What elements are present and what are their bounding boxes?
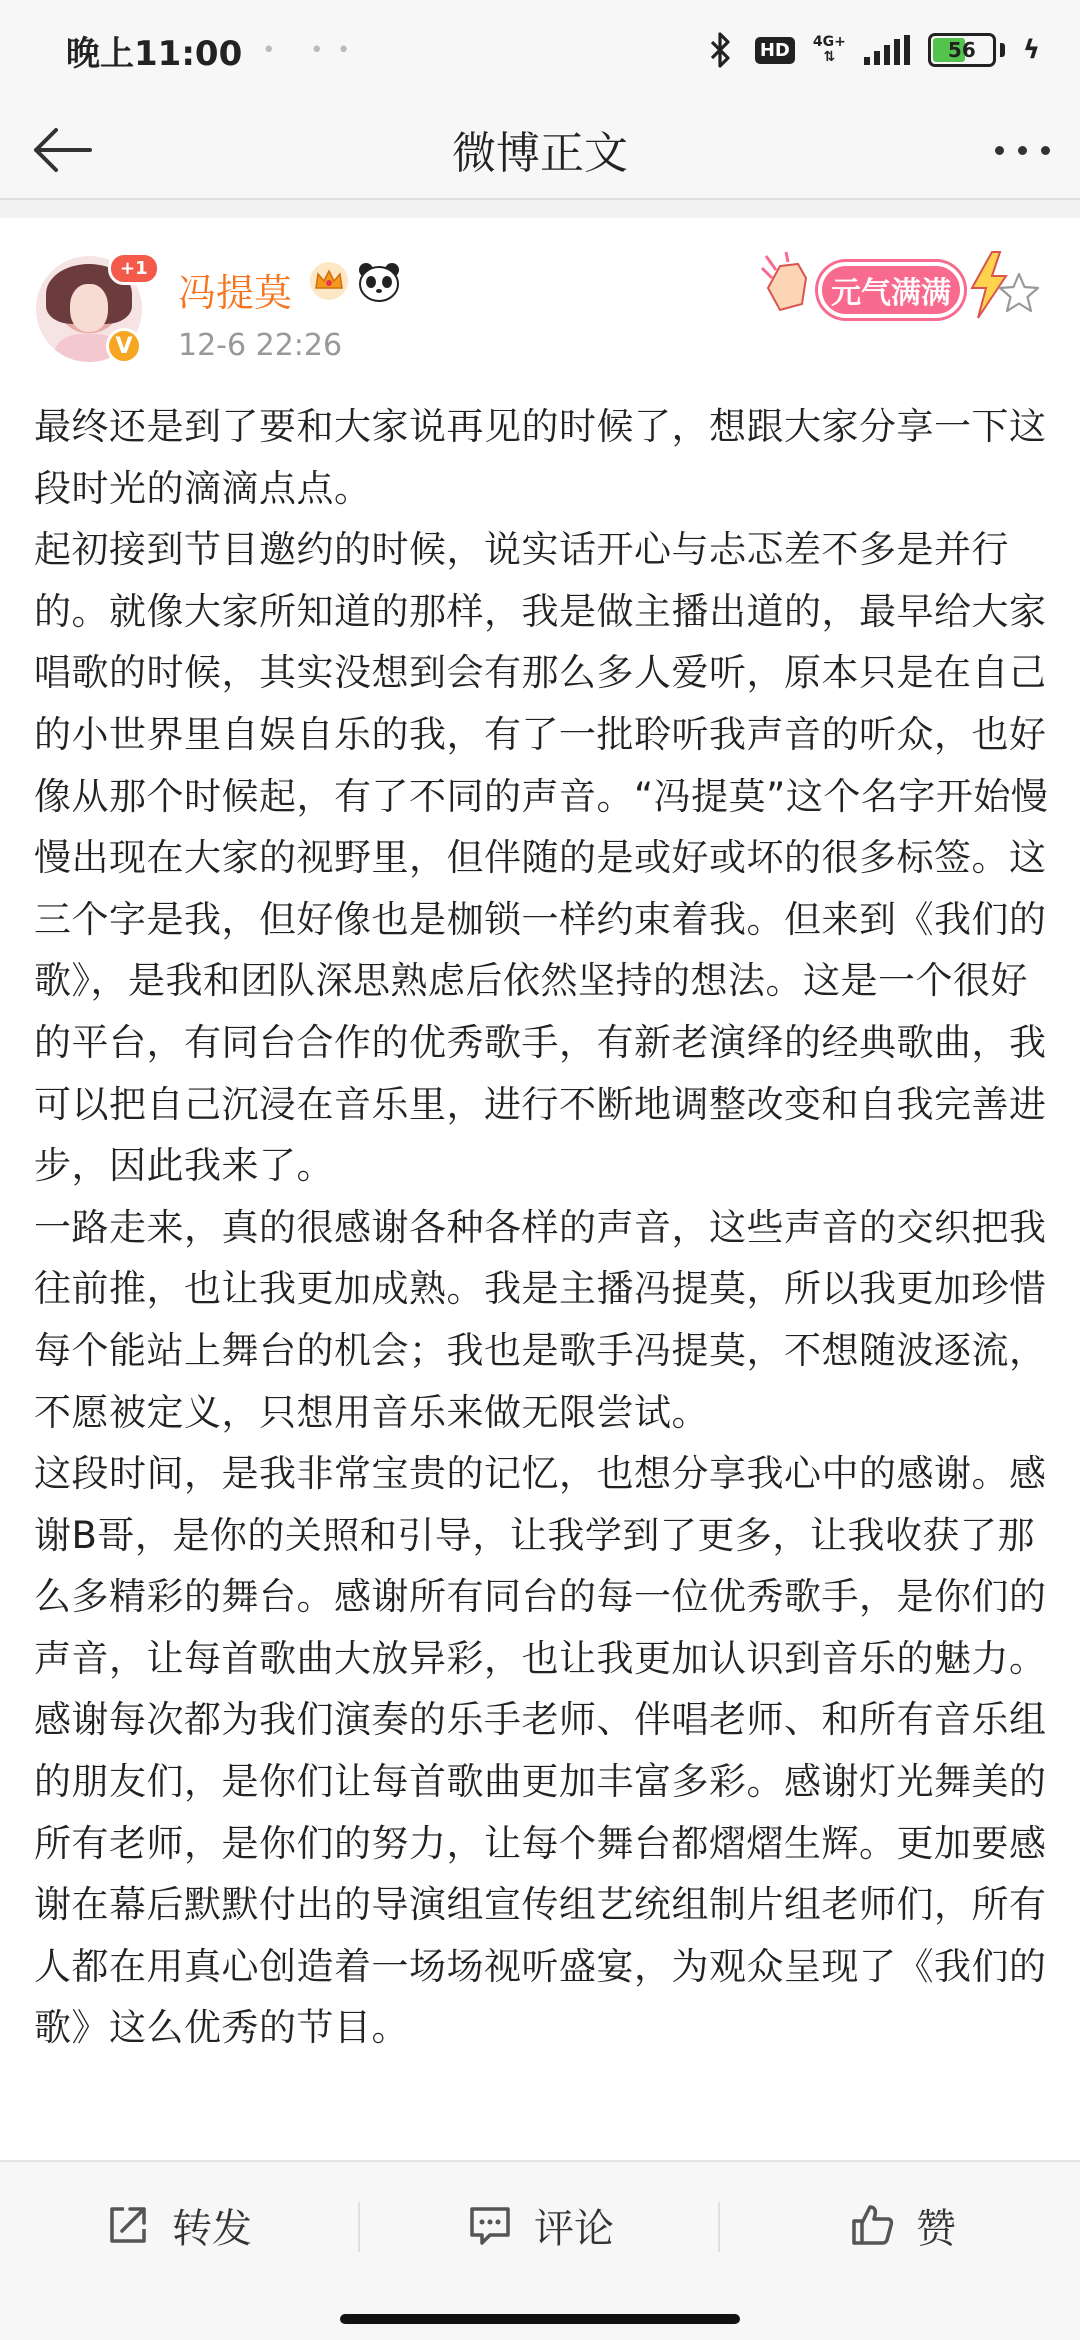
bluetooth-icon xyxy=(703,30,737,70)
status-icons xyxy=(703,30,1040,70)
charging-icon: ϟ xyxy=(1022,35,1040,65)
post-text xyxy=(34,396,1052,2059)
post-card xyxy=(0,218,1080,2160)
comment-button[interactable] xyxy=(466,2190,614,2260)
panda-icon xyxy=(356,260,402,304)
page-title: 微博正文 xyxy=(452,128,628,179)
stamp-label: 元气满满 xyxy=(818,262,964,318)
thumbs-up-icon xyxy=(848,2201,896,2249)
data-arrows-icon: ⇅ xyxy=(823,49,836,65)
verified-badge: V xyxy=(106,328,142,364)
home-indicator[interactable] xyxy=(340,2314,740,2324)
hd-badge: HD xyxy=(755,37,795,64)
nav-bar xyxy=(0,100,1080,200)
repost-button[interactable] xyxy=(104,2190,252,2260)
like-button[interactable] xyxy=(848,2190,956,2260)
comment-icon xyxy=(466,2201,514,2249)
battery-level: 56 xyxy=(947,38,976,62)
star-icon[interactable] xyxy=(996,270,1042,316)
network-type xyxy=(813,35,846,65)
username[interactable]: 冯提莫 xyxy=(178,271,293,315)
post-paragraph: 起初接到节目邀约的时候，说实话开心与忐忑差不多是并行的。就像大家所知道的那样，我是做主播出道的，最早给大家唱歌的时候，其实没想到会有那么多人爱听，原本只是在自己的小世界里自娱自乐的我，有了一批聆听我声音的听众，也好像从那个时候起，有了不同的声音。“冯提莫”这个名字开始慢慢出现在大家的视野里，但伴随的是或好或坏的很多标签。这三个字是我，但好像也是枷锁一样约束着我。但来到《我们的歌》，是我和团队深思熟虑后依然坚持的想法。这是一个很好的平台，有同台合作的优秀歌手，有新老演绎的经典歌曲，我可以把自己沉浸在音乐里，进行不断地调整改变和自我完善进步，因此我来了。 xyxy=(34,528,1049,1188)
comment-label: 评论 xyxy=(534,2205,614,2252)
battery-icon xyxy=(928,33,996,67)
crown-icon xyxy=(308,260,350,302)
mood-stamp xyxy=(758,244,1020,334)
notification-dots-icon: • •• xyxy=(262,37,365,63)
network-label: 4G+ xyxy=(812,34,846,50)
repost-label: 转发 xyxy=(172,2205,252,2252)
post-paragraph: 最终还是到了要和大家说再见的时候了，想跟大家分享一下这段时光的滴滴点点。 xyxy=(34,405,1047,510)
divider xyxy=(718,2202,720,2252)
more-dots-icon[interactable] xyxy=(995,128,1050,172)
post-timestamp: 12-6 22:26 xyxy=(178,328,343,363)
like-label: 赞 xyxy=(916,2205,956,2252)
status-bar xyxy=(0,0,1080,100)
back-arrow-icon[interactable] xyxy=(26,122,98,178)
bottom-action-bar xyxy=(0,2160,1080,2340)
post-paragraph: 这段时间，是我非常宝贵的记忆，也想分享我心中的感谢。感谢B哥，是你的关照和引导，让我学到了更多，让我收获了那么多精彩的舞台。感谢所有同台的每一位优秀歌手，是你们的声音，让每首歌曲大放异彩，也让我更加认识到音乐的魅力。感谢每次都为我们演奏的乐手老师、伴唱老师、和所有音乐组的朋友们，是你们让每首歌曲更加丰富多彩。感谢灯光舞美的所有老师，是你们的努力，让每个舞台都熠熠生辉。更加要感谢在幕后默默付出的导演组宣传组艺统组制片组老师们，所有人都在用真心创造着一场场视听盛宴，为观众呈现了《我们的歌》这么优秀的节目。 xyxy=(34,1452,1047,2050)
share-icon xyxy=(104,2201,152,2249)
divider xyxy=(358,2202,360,2252)
post-paragraph: 一路走来，真的很感谢各种各样的声音，这些声音的交织把我往前推，也让我更加成熟。我是主播冯提莫，所以我更加珍惜每个能站上舞台的机会；我也是歌手冯提莫，不想随波逐流，不愿被定义，只想用音乐来做无限尝试。 xyxy=(34,1205,1047,1434)
battery-cap xyxy=(1000,43,1005,57)
avatar-plus-badge: +1 xyxy=(108,252,160,285)
status-time: 晚上11:00 xyxy=(66,33,243,74)
signal-icon xyxy=(864,35,910,65)
